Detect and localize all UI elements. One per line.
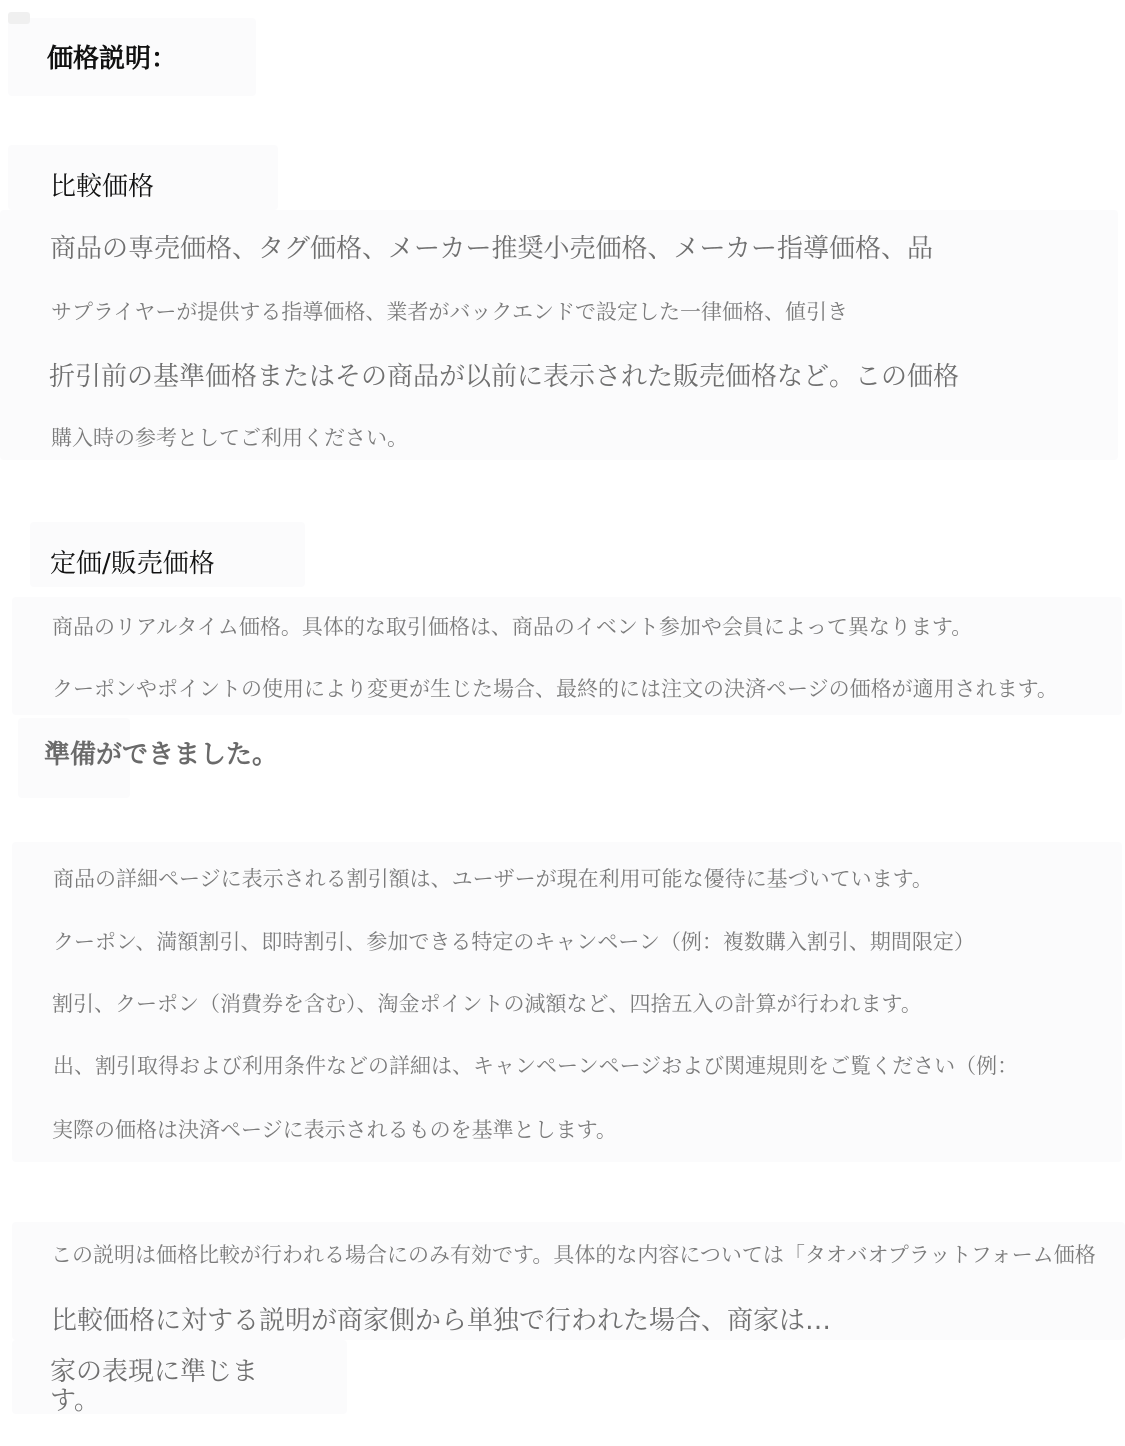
page-title: 価格説明： [47, 44, 178, 74]
comparison-line: 購入時の参考としてご利用ください。 [51, 426, 408, 450]
comparison-line: 商品の専売価格、タグ価格、メーカー推奨小売価格、メーカー指導価格、品 [50, 234, 933, 264]
comparison-heading: 比較価格 [50, 172, 155, 202]
discount-line: クーポン、満額割引、即時割引、参加できる特定のキャンペーン（例：複数購入割引、期間限定） [53, 930, 975, 954]
ready-message: 準備ができました。 [44, 740, 279, 770]
discount-line: 実際の価格は決済ページに表示されるものを基準とします。 [52, 1118, 617, 1142]
discount-line: 割引、クーポン（消費券を含む）、淘金ポイントの減額など、四捨五入の計算が行われます。 [52, 992, 922, 1016]
note-line: 比較価格に対する説明が商家側から単独で行われた場合、商家は… [51, 1306, 832, 1336]
comparison-line: サプライヤーが提供する指導価格、業者がバックエンドで設定した一律価格、値引き [51, 300, 848, 324]
corner-mark [8, 12, 30, 24]
list-price-line: 商品のリアルタイム価格。具体的な取引価格は、商品のイベント参加や会員によって異なります。 [52, 615, 973, 639]
discount-line: 出、割引取得および利用条件などの詳細は、キャンペーンページおよび関連規則をご覧ください（例： [53, 1054, 1019, 1078]
note-line: この説明は価格比較が行われる場合にのみ有効です。具体的な内容については「タオバオプラットフォーム価格 [51, 1243, 1096, 1267]
note-line: す。 [50, 1386, 100, 1416]
list-price-line: クーポンやポイントの使用により変更が生じた場合、最終的には注文の決済ページの価格が適用されます。 [52, 677, 1058, 701]
discount-line: 商品の詳細ページに表示される割引額は、ユーザーが現在利用可能な優待に基づいています。 [53, 867, 933, 891]
note-line: 家の表現に準じま [50, 1357, 259, 1387]
list-price-heading: 定価/販売価格 [50, 549, 215, 579]
comparison-line: 折引前の基準価格またはその商品が以前に表示された販売価格など。この価格 [49, 362, 960, 392]
